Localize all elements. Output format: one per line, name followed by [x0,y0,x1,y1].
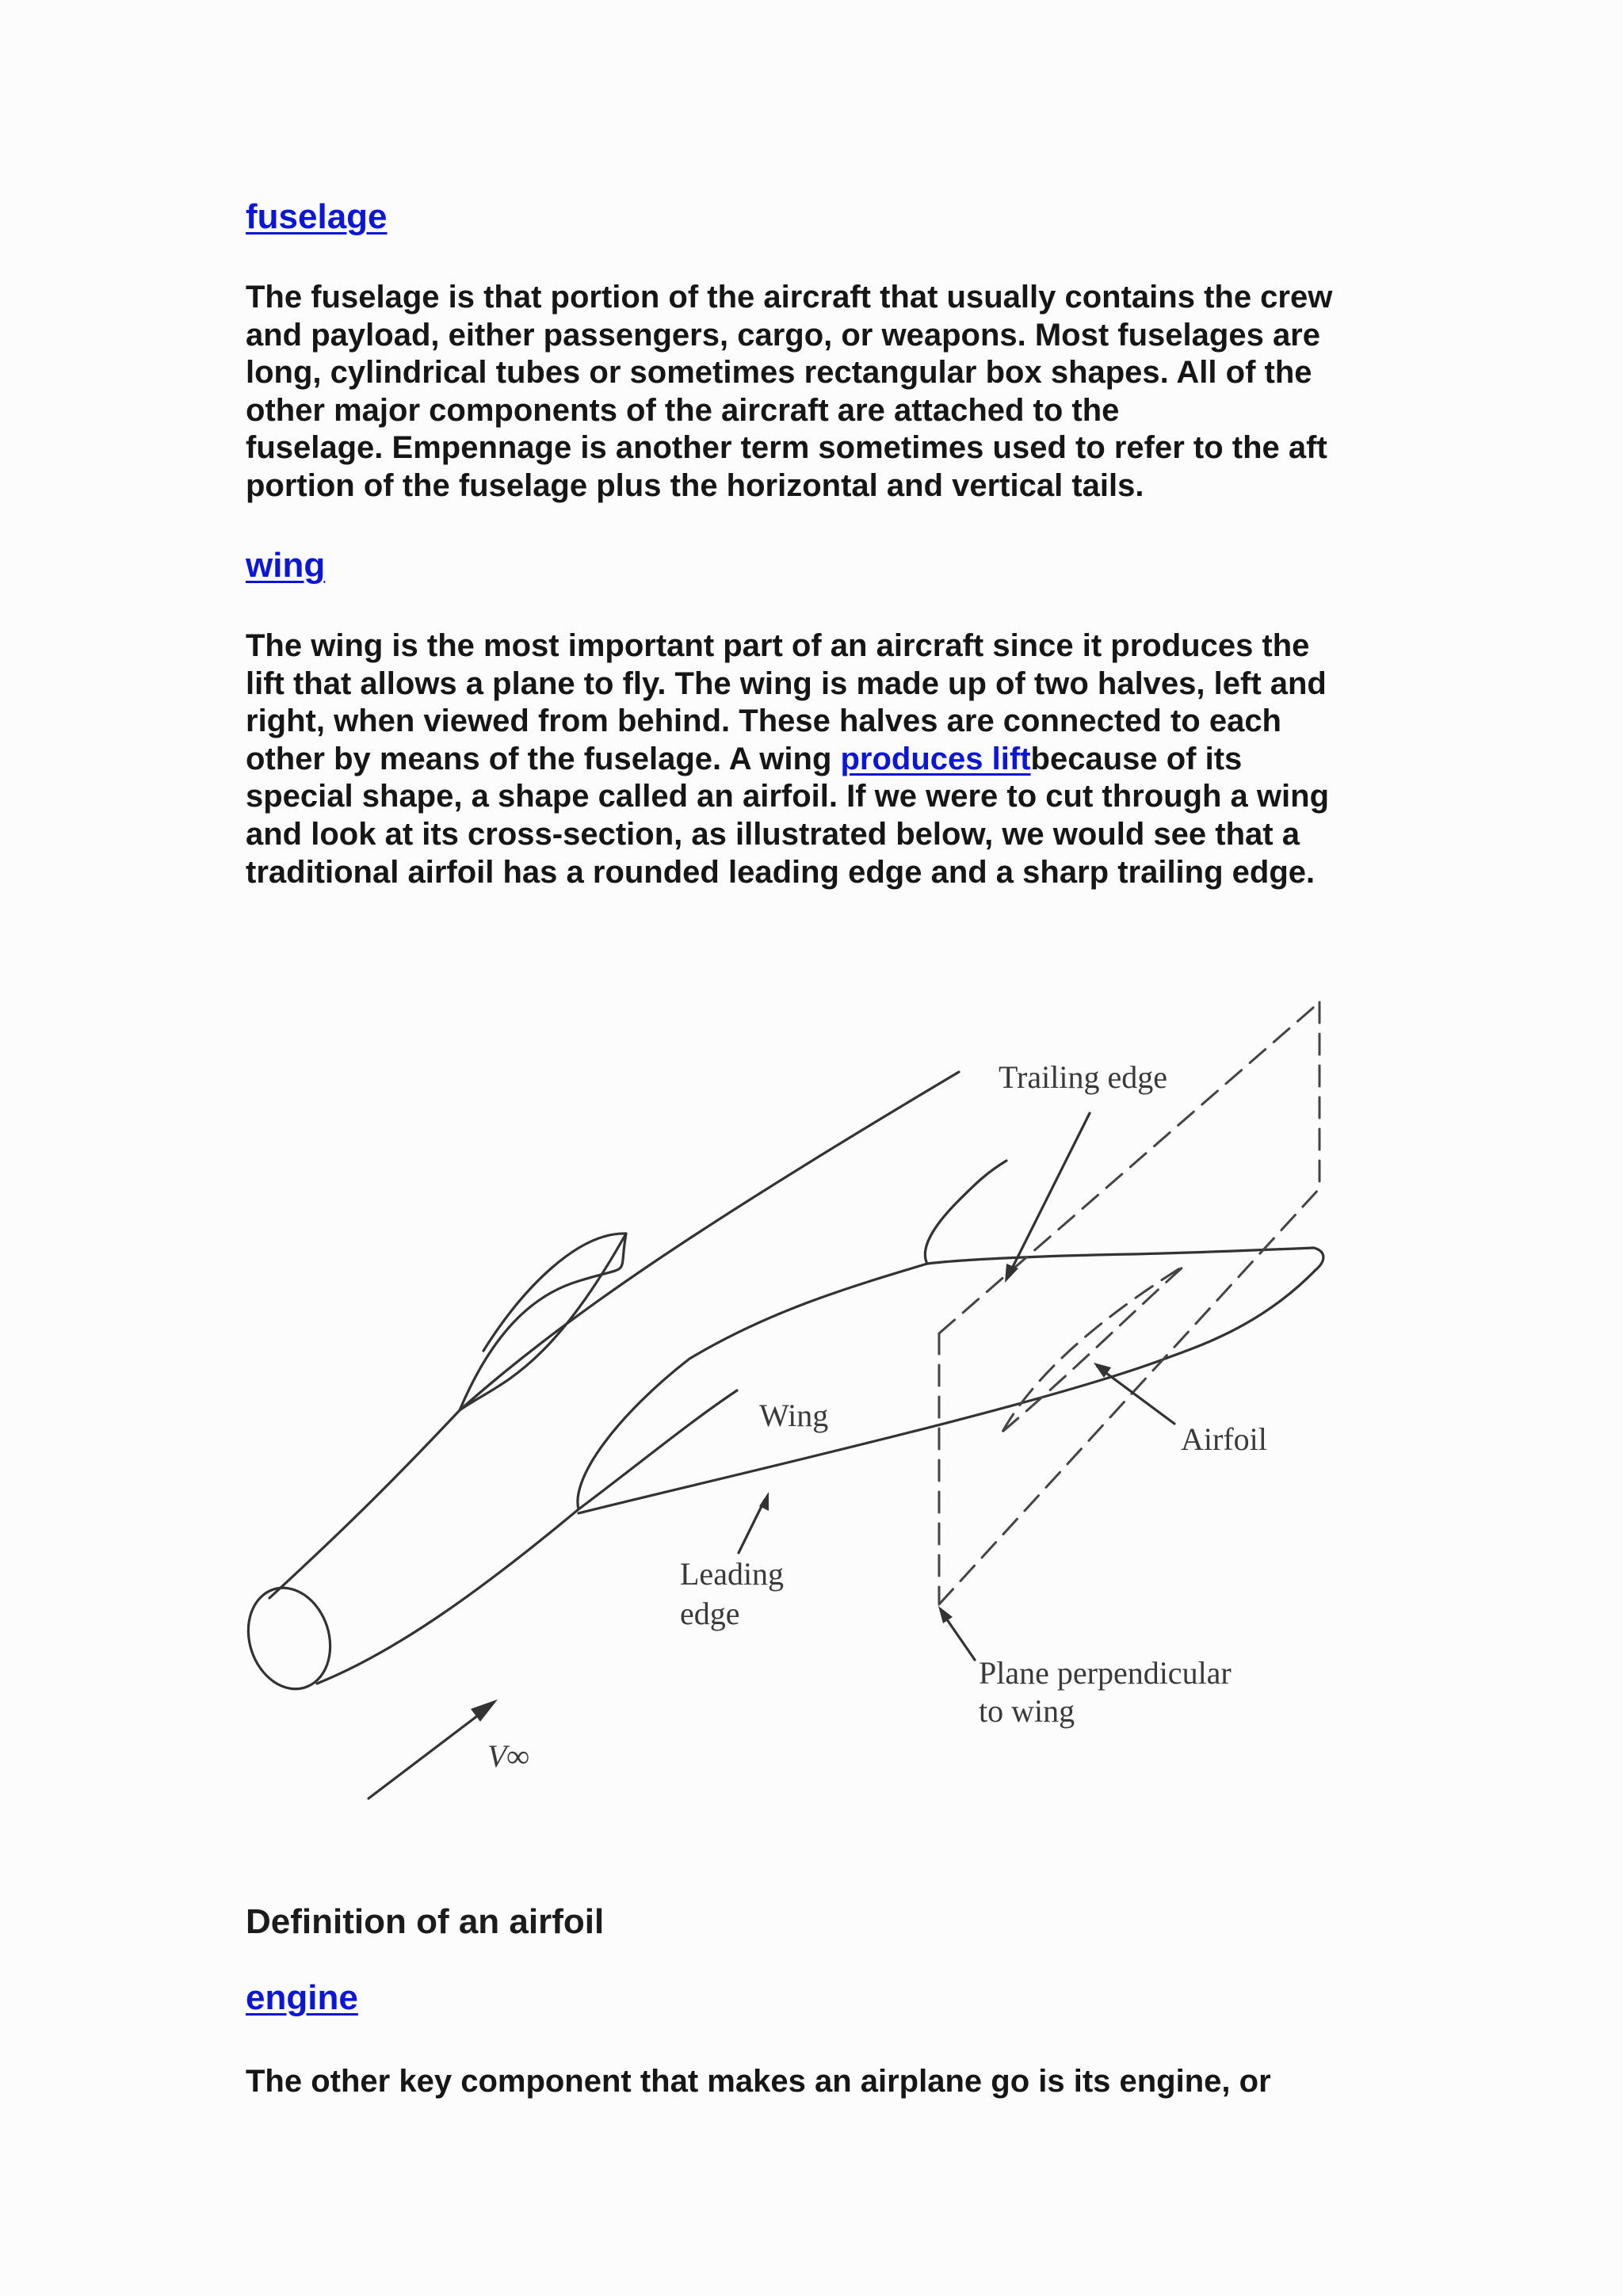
wing-paragraph [246,627,1395,891]
paragraph-line: special shape, a shape called an airfoil. If we were to cut through a wing [246,779,1330,814]
wing-airfoil-svg [246,986,1387,1818]
plane-perpendicular-label-line1: Plane perpendicular [979,1655,1232,1691]
paragraph-line [246,741,1395,779]
airfoil-section-dashed [1002,1265,1185,1432]
paragraph-line: other major components of the aircraft are attached to the [246,392,1120,428]
leading-edge-label-line1: Leading [680,1556,785,1592]
paragraph-line: The wing is the most important part of an aircraft since it produces the [246,628,1310,663]
line-text: other by means of the fuselage. A wing [246,741,841,776]
engine-paragraph [246,2063,1395,2101]
wing-label: Wing [759,1398,829,1433]
wing-leading-edge [579,1270,1316,1513]
paragraph-line: traditional airfoil has a rounded leading edge and a sharp trailing edge. [246,854,1316,890]
fuselage-heading-link[interactable]: fuselage [246,197,388,236]
fuselage-upper-line [269,1072,959,1598]
paragraph-line: and look at its cross-section, as illustrated below, we would see that a [246,816,1300,852]
produces-lift-link[interactable]: produces lift [840,741,1031,776]
paragraph-line: portion of the fuselage plus the horizontal and vertical tails. [246,467,1144,503]
line-text: because of its [1030,741,1243,776]
paragraph-line: long, cylindrical tubes or sometimes rectangular box shapes. All of the [246,355,1312,391]
airfoil-label: Airfoil [1181,1421,1267,1457]
canopy-outline [460,1234,626,1410]
trailing-edge-leader [1010,1113,1090,1272]
fuselage-lower-line [317,1390,737,1684]
trailing-edge-label: Trailing edge [999,1059,1167,1095]
plane-perpendicular-label-line2: to wing [979,1693,1075,1729]
fuselage-paragraph [246,279,1395,505]
leading-edge-label-line2: edge [680,1596,740,1631]
canopy-base-line [460,1234,626,1410]
tail-sweep-line [925,1161,1006,1264]
plane-arrowhead [938,1606,953,1623]
engine-heading-link[interactable]: engine [246,1978,358,2017]
paragraph-line: right, when viewed from behind. These halves are connected to each [246,704,1281,739]
wing-root-upper-line [578,1264,927,1509]
plane-leader [943,1614,975,1660]
wing-airfoil-diagram [246,986,1387,1818]
plane-bottom-edge-dashed [939,1188,1319,1604]
fuselage-nose-ellipse [246,1577,343,1700]
paragraph-line: lift that allows a plane to fly. The wing is made up of two halves, left and [246,666,1327,701]
paragraph-line: The fuselage is that portion of the aircraft that usually contains the crew [246,280,1333,315]
paragraph-line: and payload, either passengers, cargo, or weapons. Most fuselages are [246,317,1320,353]
paragraph-line: fuselage. Empennage is another term sometimes used to refer to the aft [246,430,1327,466]
freestream-velocity-label: V∞ [487,1738,529,1774]
wing-heading-link[interactable]: wing [246,546,326,585]
paragraph-line: The other key component that makes an airplane go is its engine, or [246,2064,1271,2099]
leading-edge-leader [739,1500,765,1553]
airfoil-leader [1098,1367,1174,1424]
freestream-arrow-shaft [369,1711,483,1798]
wing-trailing-edge [927,1248,1323,1270]
definition-caption: Definition of an airfoil [246,1902,605,1941]
